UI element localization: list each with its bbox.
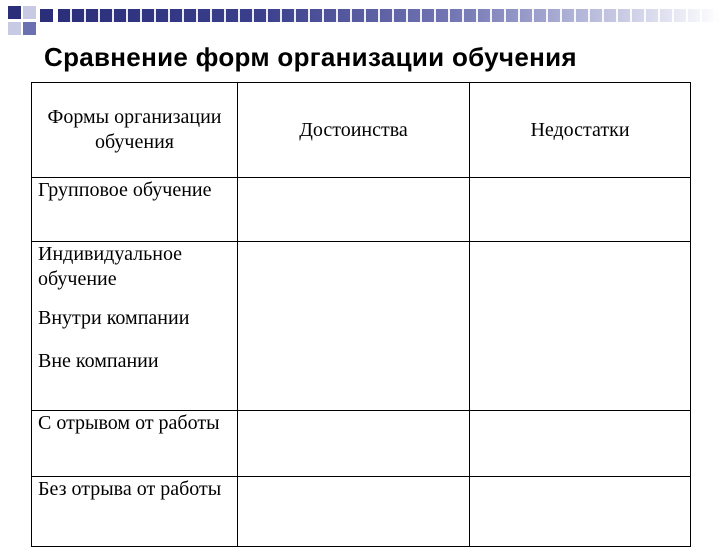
cell-disadvantages[interactable] — [470, 411, 691, 477]
cell-advantages[interactable] — [238, 178, 470, 242]
table-row — [32, 411, 691, 477]
table-row — [32, 178, 691, 242]
deco-square-light-2 — [8, 22, 21, 35]
cell-advantages[interactable] — [238, 242, 470, 411]
deco-square-dark-3 — [23, 22, 36, 35]
cell-disadvantages[interactable] — [470, 477, 691, 547]
row-label-group: Групповое обучение — [32, 178, 238, 242]
table-header-row — [32, 83, 691, 178]
cell-disadvantages[interactable] — [470, 178, 691, 242]
row-label-individual-title: Индивидуальное обучение — [38, 243, 183, 290]
deco-square-dark-1 — [8, 6, 21, 19]
row-sub-inside-company: Внутри компании — [38, 307, 190, 329]
comparison-table — [31, 82, 691, 547]
header-forms: Формы организации обучения — [32, 83, 238, 178]
table-row — [32, 242, 691, 411]
row-label-on-job: Без отрыва от работы — [32, 477, 238, 547]
table-row — [32, 477, 691, 547]
header-decoration — [0, 0, 720, 40]
header-advantages: Достоинства — [238, 83, 470, 178]
row-sub-outside-company: Вне компании — [38, 350, 159, 372]
cell-advantages[interactable] — [238, 477, 470, 547]
slide-title: Сравнение форм организации обучения — [44, 42, 577, 72]
deco-bar-tiles — [58, 9, 720, 22]
cell-disadvantages[interactable] — [470, 242, 691, 411]
header-disadvantages: Недостатки — [470, 83, 691, 178]
deco-square-dark-2 — [40, 9, 53, 22]
row-label-off-job: С отрывом от работы — [32, 411, 238, 477]
row-label-individual — [32, 242, 238, 411]
deco-square-light-1 — [23, 6, 36, 19]
cell-advantages[interactable] — [238, 411, 470, 477]
